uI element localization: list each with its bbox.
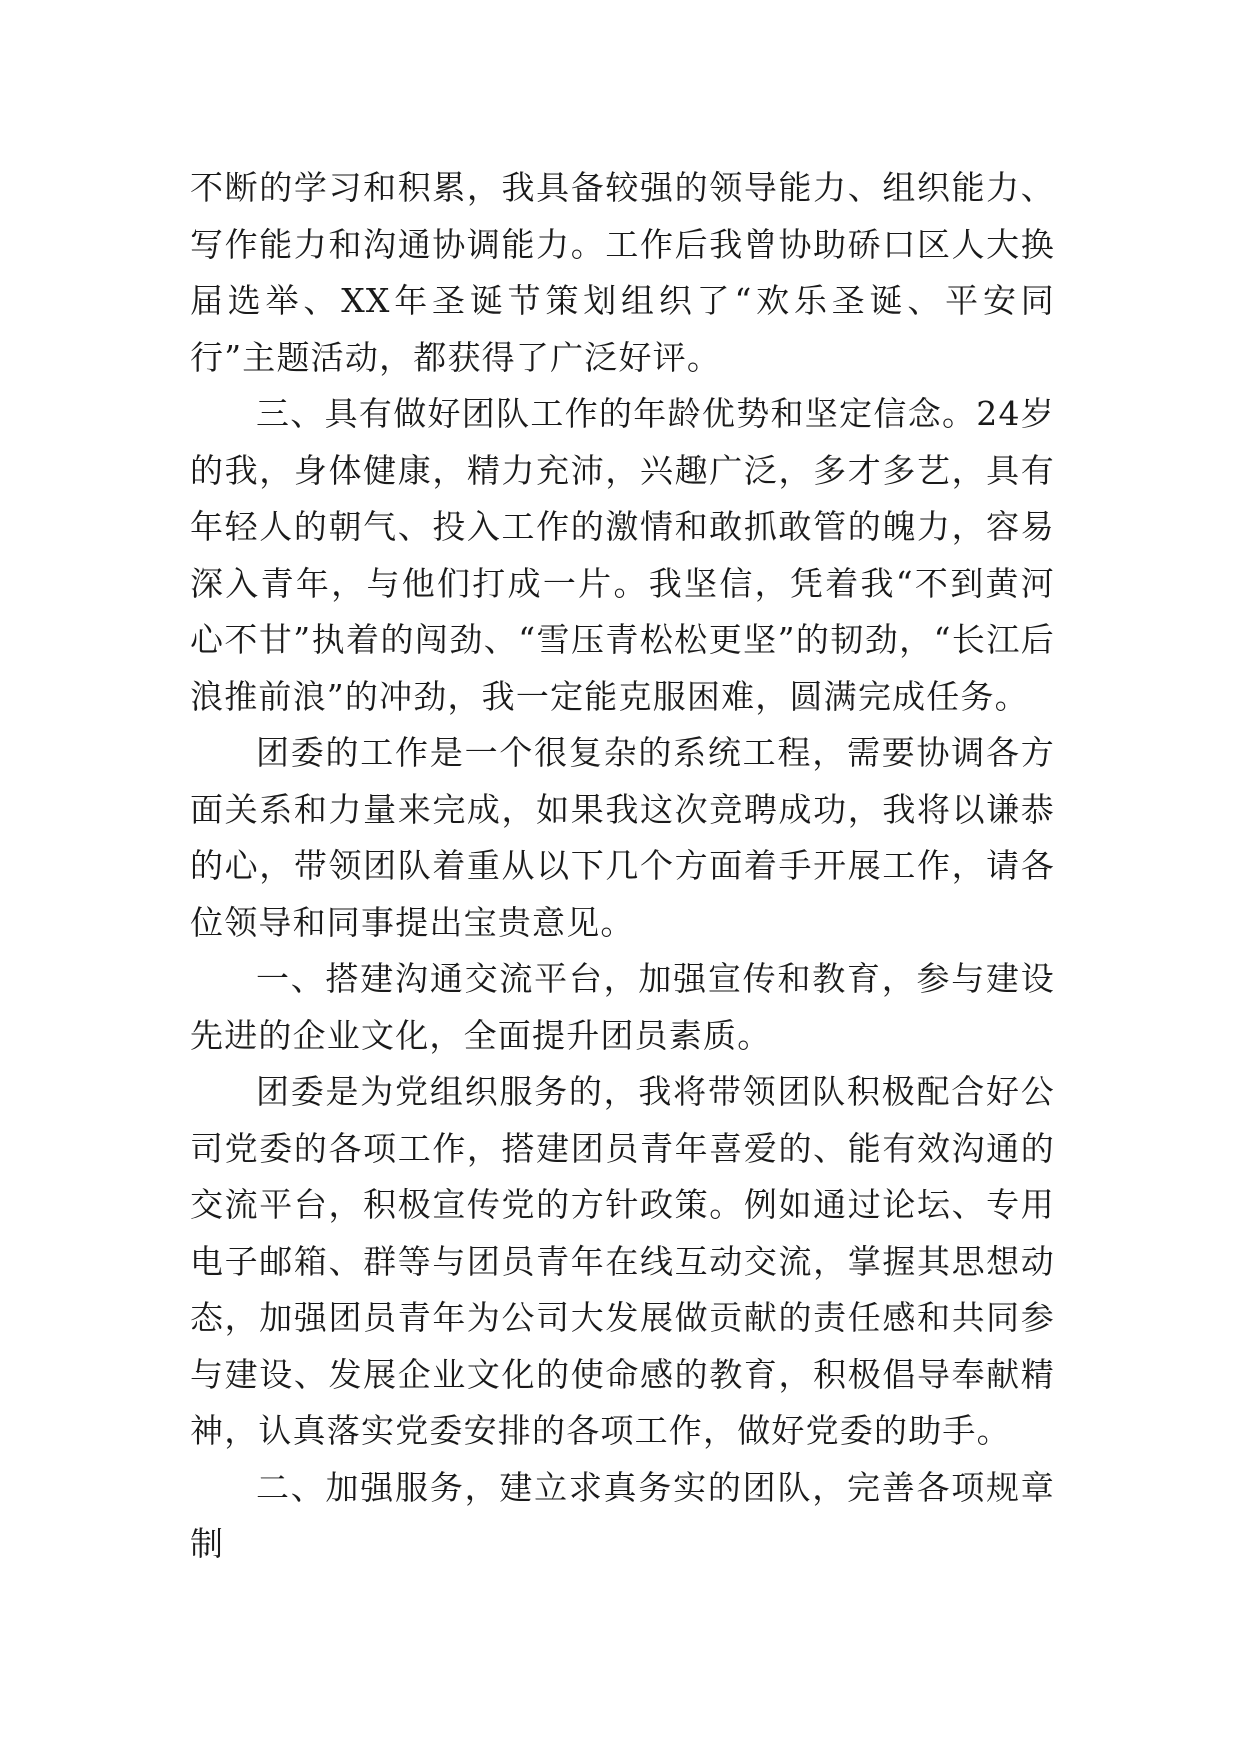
document-body [190, 160, 1055, 1573]
paragraph-plan-one-detail: 团委是为党组织服务的，我将带领团队积极配合好公司党委的各项工作，搭建团员青年喜爱的、能有效沟通的交流平台，积极宣传党的方针政策。例如通过论坛、专用电子邮箱、群等与团员青年在线互动交流，掌握其思想动态，加强团员青年为公司大发展做贡献的责任感和共同参与建设、发展企业文化的使命感的教育，积极倡导奉献精神，认真落实党委安排的各项工作，做好党委的助手。 [190, 1072, 1055, 1450]
paragraph-point-three-age-advantage: 三、具有做好团队工作的年龄优势和坚定信念。24岁的我，身体健康，精力充沛，兴趣广泛，多才多艺，具有年轻人的朝气、投入工作的激情和敢抓敢管的魄力，容易深入青年，与他们打成一片。我坚信，凭着我“不到黄河心不甘”执着的闯劲、“雪压青松松更坚”的韧劲，“长江后浪推前浪”的冲劲，我一定能克服困难，圆满完成任务。 [190, 394, 1055, 716]
paragraph-plan-two-heading: 二、加强服务，建立求真务实的团队，完善各项规章制 [190, 1467, 1055, 1563]
paragraph-experience: 不断的学习和积累，我具备较强的领导能力、组织能力、写作能力和沟通协调能力。工作后我曾协助硚口区人大换届选举、XX年圣诞节策划组织了“欢乐圣诞、平安同行”主题活动，都获得了广泛好评。 [190, 168, 1055, 377]
paragraph-work-plan-intro: 团委的工作是一个很复杂的系统工程，需要协调各方面关系和力量来完成，如果我这次竞聘成功，我将以谦恭的心，带领团队着重从以下几个方面着手开展工作，请各位领导和同事提出宝贵意见。 [190, 733, 1055, 942]
paragraph-plan-one-heading: 一、搭建沟通交流平台，加强宣传和教育，参与建设先进的企业文化，全面提升团员素质。 [190, 959, 1055, 1055]
